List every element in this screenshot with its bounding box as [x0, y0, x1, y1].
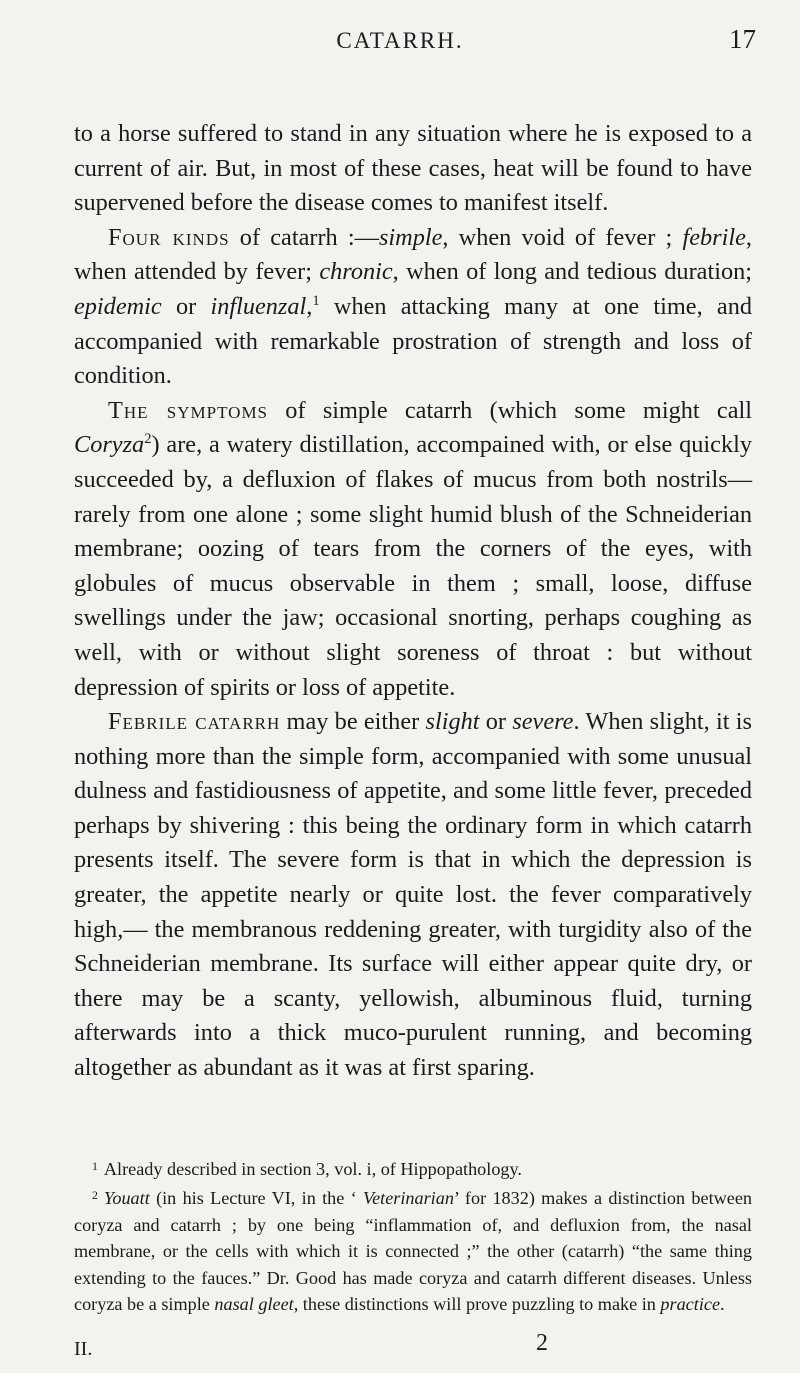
- paragraph-symptoms: [74, 394, 752, 705]
- emphasis-severe: severe: [512, 708, 574, 736]
- footnote-1: [74, 1153, 752, 1182]
- emphasis-febrile: febrile: [682, 223, 746, 251]
- emphasis-nasal-gleet: nasal gleet: [214, 1294, 294, 1315]
- emphasis-veterinarian: Veterinarian: [362, 1188, 454, 1209]
- footnote-2: [74, 1182, 752, 1317]
- sheet-signature: 2: [536, 1330, 548, 1356]
- running-head: [0, 14, 800, 54]
- page-number: 17: [729, 24, 756, 54]
- text-run: , when attended by fever;: [74, 223, 752, 286]
- emphasis-simple: simple: [378, 223, 443, 251]
- paragraph-four-kinds: [74, 221, 752, 394]
- text-run: ) are, a watery distillation, accompained with, or else quickly succeeded by, a defluxion of flakes of mucus from both nostrils—rarely from one alone ; some slight humid blush of the Schneiderian membrane; oozing of tears from the corners of the eyes, with globules of mucus observable in them ; small, loose, diffuse swellings under the jaw; occasional snorting, perhaps coughing as well, with or without slight soreness of throat : but without depression of spirits or loss of appetite.: [74, 431, 752, 701]
- text-run: , these distinctions will prove puzzling to make in: [293, 1294, 661, 1315]
- footnote-ref-1[interactable]: 1: [312, 292, 320, 309]
- emphasis-slight: slight: [425, 708, 480, 736]
- text-run: may be either: [280, 708, 426, 736]
- text-run: ,: [306, 292, 313, 320]
- emphasis-practice: practice: [660, 1294, 721, 1315]
- footnote-mark: 1: [92, 1159, 98, 1173]
- footnote-mark: 2: [92, 1188, 98, 1203]
- paragraph-1: to a horse suffered to stand in any situation where he is exposed to a current of air. But, in most of these cases, heat will be found to have supervened before the disease comes to manifest itself.: [74, 120, 752, 217]
- emphasis-chronic: chronic: [319, 258, 393, 286]
- text-run: . When slight, it is nothing more than the simple form, accompanied with some unusual dulness and fastidiousness of appetite, and some little fever, preceded perhaps by shivering : this being the ordinary form in which catarrh presents itself. The severe form is that in which the depression is greater, the appetite nearly or quite lost. the fever comparatively high,— the membranous reddening greater, with turgidity also of the Schneiderian membrane. Its surface will either appear quite dry, or there may be a scanty, yellowish, albuminous fluid, turning afterwards into a thick muco-purulent running, and becoming altogether as abundant as it was at first sparing.: [74, 708, 753, 1082]
- footnote-ref-2[interactable]: 2: [144, 431, 152, 448]
- emphasis-youatt: Youatt: [103, 1188, 150, 1209]
- text-run: ’ for 1832) makes a distinction between coryza and catarrh ; by one being “inflammation of, and defluxion from, the nasal membrane, or the cells with which it is connected ;” the other (catarrh) “the same thing extending to the fauces.” Dr. Good has made coryza and catarrh different diseases. Unless coryza be a simple: [74, 1188, 752, 1315]
- text-run: (in his Lecture VI, in the ‘: [149, 1188, 363, 1209]
- text-run: of catarrh :—: [229, 223, 379, 251]
- footnote-text: Already described in section 3, vol. i, of Hippopathology.: [103, 1159, 522, 1179]
- text-run: or: [161, 292, 211, 320]
- text-run: , when void of fever ;: [442, 223, 683, 251]
- lead-words: Four kinds: [108, 223, 230, 251]
- text-run: .: [720, 1294, 725, 1315]
- emphasis-influenzal: influenzal: [210, 292, 307, 320]
- emphasis-epidemic: epidemic: [74, 292, 162, 320]
- text-run: of simple catarrh (which some might call: [268, 396, 752, 424]
- main-text: [74, 117, 752, 1086]
- text-run: or: [479, 708, 513, 736]
- emphasis-coryza: Coryza: [74, 431, 145, 459]
- lead-words: Febrile catarrh: [108, 708, 281, 736]
- text-run: , when of long and tedious duration;: [392, 258, 752, 286]
- lead-words: The symptoms: [108, 396, 269, 424]
- footnotes: [74, 1153, 752, 1317]
- text-run: when attacking many at one time, and accompanied with remarkable prostration of strength and loss of condition.: [74, 292, 752, 390]
- running-title: CATARRH.: [336, 28, 464, 53]
- paragraph-febrile-catarrh: [74, 705, 752, 1086]
- volume-signature: II.: [74, 1338, 93, 1360]
